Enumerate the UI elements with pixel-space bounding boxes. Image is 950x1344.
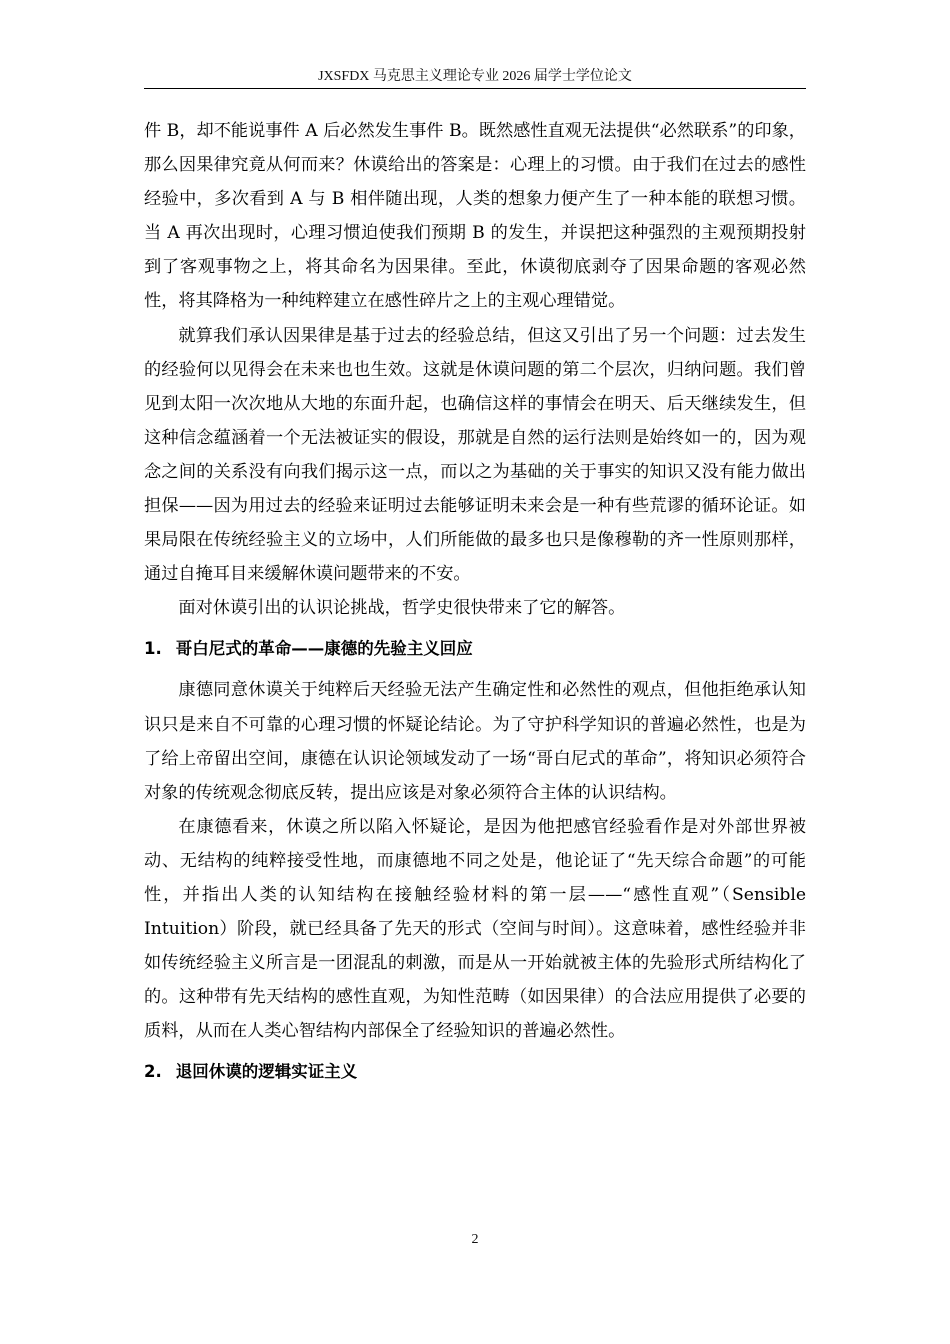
running-header: JXSFDX 马克思主义理论专业 2026 届学士学位论文 (318, 69, 632, 84)
header-divider (144, 88, 806, 89)
paragraph-transition: 面对休谟引出的认识论挑战，哲学史很快带来了它的解答。 (178, 598, 626, 619)
section-number: 1. (144, 639, 162, 659)
paragraph-continuation: 件 B，却不能说事件 A 后必然发生事件 B。既然感性直观无法提供“必然联系”的印象，那么因果律究竟从何而来？休谟给出的答案是：心理上的习惯。由于我们在过去的感性经验中，多次看到 A 与 B 相伴随出现，人类的想象力便产生了一种本能的联想习惯。当 A 再次出现时，心理习惯迫使我们预期 B 的发生，并误把这种强烈的主观预期投射到了客观事物之上，将其命名为因果律。至此，休谟彻底剥夺了因果命题的客观必然性，将其降格为一种纯粹建立在感性碎片之上的主观心理错觉。 (144, 121, 806, 312)
section-heading-positivism (144, 1055, 806, 1089)
section-title: 哥白尼式的革命——康德的先验主义回应 (175, 639, 473, 659)
paragraph-induction-problem: 就算我们承认因果律是基于过去的经验总结，但这又引出了另一个问题：过去发生的经验何以见得会在未来也也生效。这就是休谟问题的第二个层次，归纳问题。我们曾见到太阳一次次地从大地的东面升起，也确信这样的事情会在明天、后天继续发生，但这种信念蕴涵着一个无法被证实的假设，那就是自然的运行法则是始终如一的，因为观念之间的关系没有向我们揭示这一点，而以之为基础的关于事实的知识又没有能力做出担保——因为用过去的经验来证明过去能够证明未来会是一种有些荒谬的循环论证。如果局限在传统经验主义的立场中，人们所能做的最多也只是像穆勒的齐一性原则那样，通过自掩耳目来缓解休谟问题带来的不安。 (144, 325, 806, 585)
section-heading-kant (144, 632, 806, 666)
page-number: 2 (471, 1232, 479, 1247)
document-body (144, 114, 806, 1096)
paragraph-kant-agreement: 康德同意休谟关于纯粹后天经验无法产生确定性和必然性的观点，但他拒绝承认知识只是来自不可靠的心理习惯的怀疑论结论。为了守护科学知识的普遍必然性，也是为了给上帝留出空间，康德在认识论领域发动了一场“哥白尼式的革命”，将知识必须符合对象的传统观念彻底反转，提出应该是对象必须符合主体的认识结构。 (144, 680, 806, 803)
section-title: 退回休谟的逻辑实证主义 (175, 1062, 358, 1082)
paragraph-kant-intuition: 在康德看来，休谟之所以陷入怀疑论，是因为他把感官经验看作是对外部世界被动、无结构的纯粹接受性地，而康德地不同之处是，他论证了“先天综合命题”的可能性，并指出人类的认知结构在接触经验材料的第一层——“感性直观”（Sensible Intuition）阶段，就已经具备了先天的形式（空间与时间）。这意味着，感性经验并非如传统经验主义所言是一团混乱的刺激，而是从一开始就被主体的先验形式所结构化了的。这种带有先天结构的感性直观，为知性范畴（如因果律）的合法应用提供了必要的质料，从而在人类心智结构内部保全了经验知识的普遍必然性。 (144, 816, 806, 1042)
section-number: 2. (144, 1062, 162, 1082)
